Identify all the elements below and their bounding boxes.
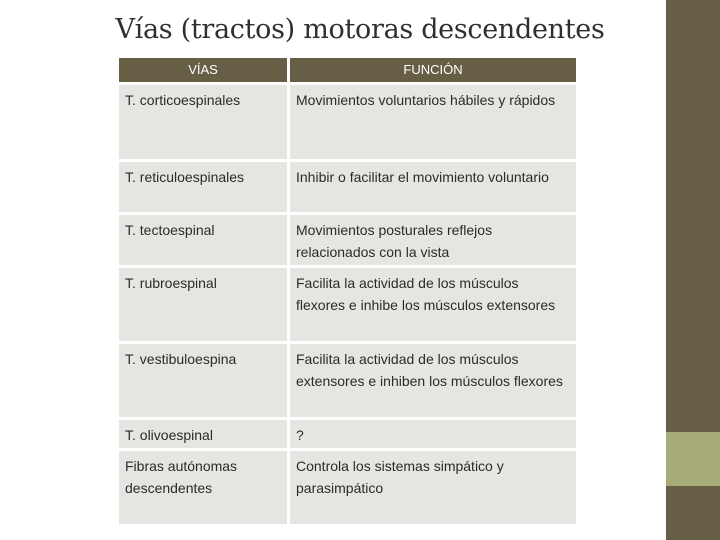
cell-via: T. corticoespinales <box>119 85 287 159</box>
cell-funcion: Movimientos voluntarios hábiles y rápidos <box>290 85 576 159</box>
table-row <box>119 162 576 212</box>
cell-funcion: Controla los sistemas simpático y parasimpático <box>290 451 576 524</box>
tracts-table <box>116 55 579 527</box>
cell-funcion: ? <box>290 420 576 448</box>
slide-title: Vías (tractos) motoras descendentes <box>115 14 605 45</box>
cell-via: T. olivoespinal <box>119 420 287 448</box>
cell-via: Fibras autónomas descendentes <box>119 451 287 524</box>
cell-via: T. tectoespinal <box>119 215 287 265</box>
side-bar-bottom <box>666 486 720 540</box>
cell-funcion: Facilita la actividad de los músculos flexores e inhibe los músculos extensores <box>290 268 576 341</box>
side-bar-top <box>666 0 720 432</box>
table-row <box>119 420 576 448</box>
cell-via: T. rubroespinal <box>119 268 287 341</box>
side-bar-accent <box>666 432 720 486</box>
table-row <box>119 215 576 265</box>
header-funcion: FUNCIÓN <box>290 58 576 82</box>
table-row <box>119 344 576 417</box>
table-row <box>119 85 576 159</box>
cell-via: T. reticuloespinales <box>119 162 287 212</box>
table-row <box>119 451 576 524</box>
cell-funcion: Facilita la actividad de los músculos extensores e inhiben los músculos flexores <box>290 344 576 417</box>
cell-funcion: Movimientos posturales reflejos relacionados con la vista <box>290 215 576 265</box>
cell-funcion: Inhibir o facilitar el movimiento voluntario <box>290 162 576 212</box>
cell-via: T. vestibuloespina <box>119 344 287 417</box>
table-header-row <box>119 58 576 82</box>
header-vias: VÍAS <box>119 58 287 82</box>
table-row <box>119 268 576 341</box>
